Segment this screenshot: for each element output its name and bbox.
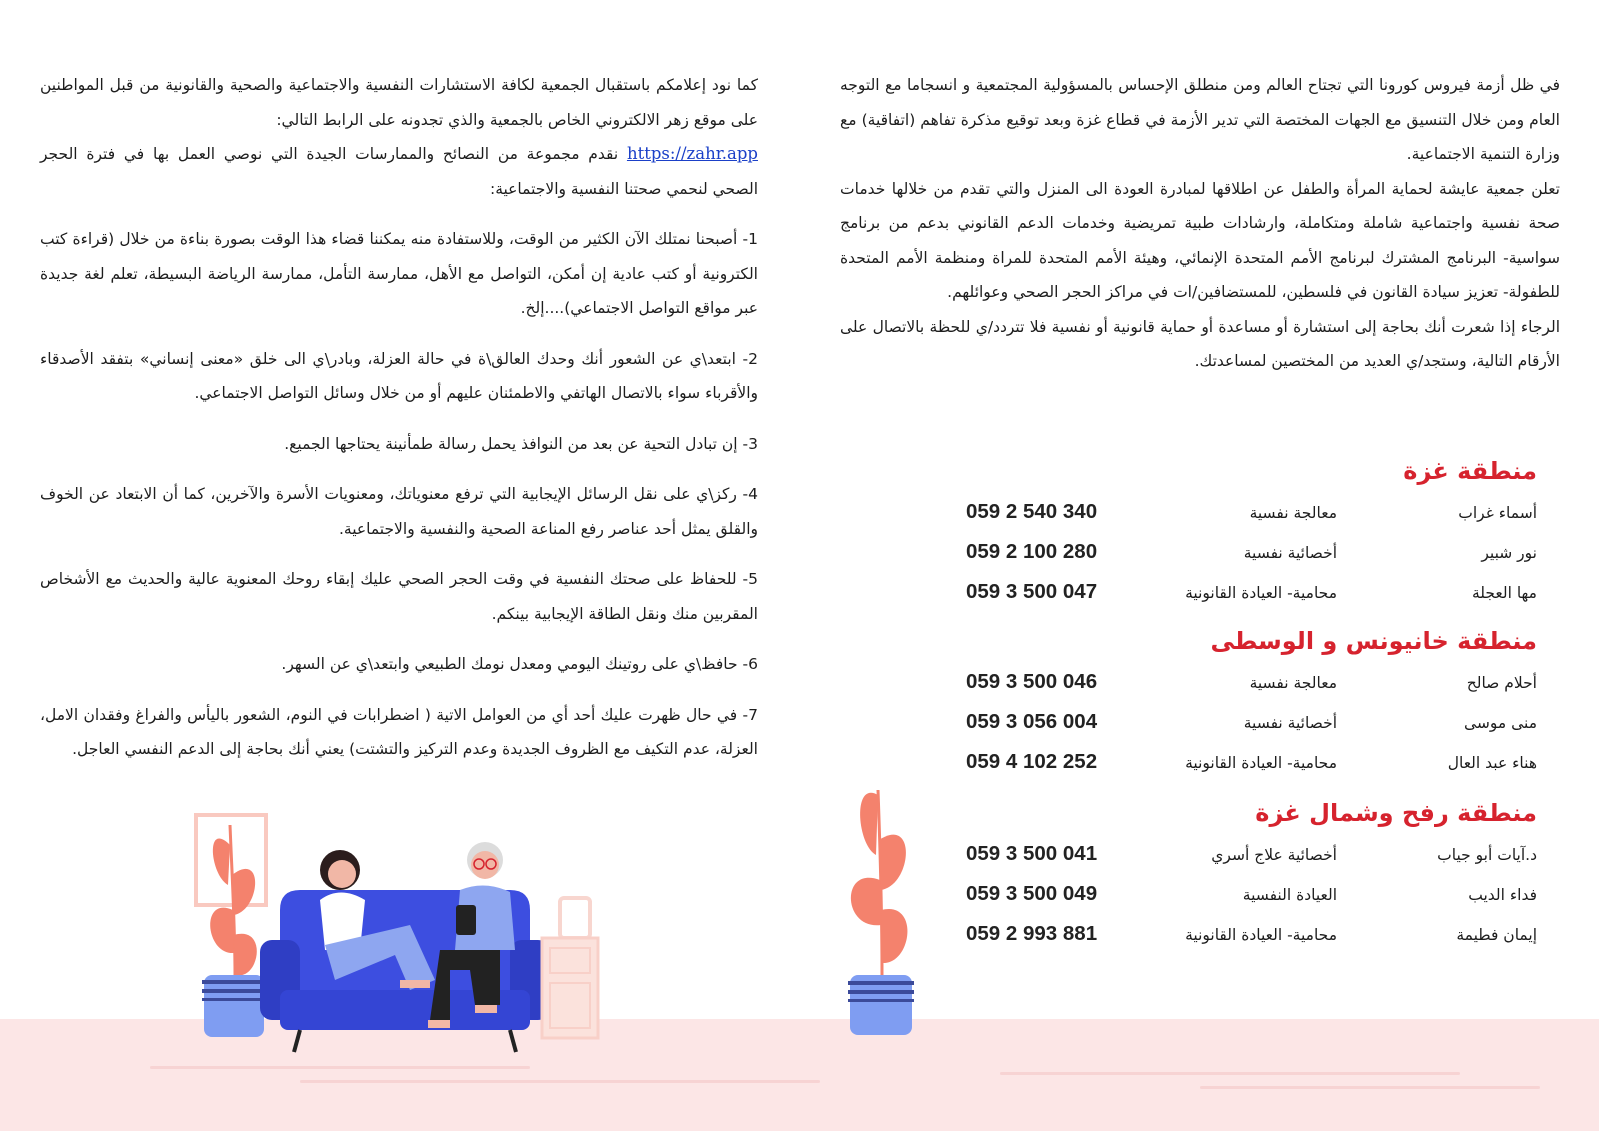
contact-role: محامية- العيادة القانونية xyxy=(1185,584,1337,602)
website-link[interactable]: https://zahr.app xyxy=(626,144,758,163)
region-title-gaza: منطقة غزة xyxy=(1403,457,1537,485)
intro-text-2 xyxy=(40,137,758,206)
contact-row xyxy=(966,500,1537,530)
contact-phone[interactable]: 059 3 500 047 xyxy=(966,580,1098,603)
contact-row xyxy=(966,710,1537,740)
contact-row xyxy=(966,750,1537,780)
intro-paragraph: في ظل أزمة فيروس كورونا التي تجتاح العالم ومن منطلق الإحساس بالمسؤولية المجتمعية و انسجاما مع التوجه العام ومن خلال التنسيق مع الجهات المختصة التي تدير الأزمة في قطاع غزة وبعد توقيع مذكرة تفاهم (اتفاقية) مع وزارة التنمية الاجتماعية. xyxy=(840,76,1560,163)
floor-line xyxy=(150,1066,530,1069)
plant-right-icon xyxy=(832,785,932,1055)
contact-name: منى موسى xyxy=(1463,714,1537,732)
contact-prompt-paragraph: الرجاء إذا شعرت أنك بحاجة إلى استشارة أو مساعدة أو حماية قانونية أو نفسية فلا تتردد/ي للحظة بالاتصال على الأرقام التالية، وستجد/ي العديد من المختصين لمساعدتك. xyxy=(840,317,1560,370)
contact-row xyxy=(966,842,1537,872)
contact-phone[interactable]: 059 2 993 881 xyxy=(966,922,1098,945)
tip-6: 6- حافظ\ي على روتينك اليومي ومعدل نومك الطبيعي وابتعد\ي عن السهر. xyxy=(281,655,758,673)
intro-column xyxy=(840,68,1560,379)
region-title-rafah: منطقة رفح وشمال غزة xyxy=(1255,799,1537,827)
contact-phone[interactable]: 059 2 100 280 xyxy=(966,540,1098,563)
tip-2: 2- ابتعد\ي عن الشعور أنك وحدك العالق\ة في حالة العزلة، وبادر\ي الى خلق «معنى إنساني» بتفقد الأصدقاء والأقرباء سواء بالاتصال الهاتفي والاطمئنان عليهم أو من خلال وسائل التواصل الاجتماعي. xyxy=(40,349,758,402)
region-title-khanyounis: منطقة خانيونس و الوسطى xyxy=(1210,627,1537,655)
contact-role: أخصائية نفسية xyxy=(1243,544,1337,562)
contact-phone[interactable]: 059 3 056 004 xyxy=(966,710,1098,733)
contact-row xyxy=(966,922,1537,952)
contact-phone[interactable]: 059 3 500 041 xyxy=(966,842,1098,865)
contact-role: معالجة نفسية xyxy=(1249,674,1337,692)
intro-text: كما نود إعلامكم باستقبال الجمعية لكافة الاستشارات النفسية والاجتماعية والصحية والقانونية من قبل المواطنين على موقع زهر الالكتروني الخاص بالجمعية والذي تجدونه على الرابط التالي: xyxy=(40,76,758,129)
floor-line xyxy=(300,1080,820,1083)
contact-phone[interactable]: 059 3 500 046 xyxy=(966,670,1098,693)
floor-line xyxy=(1000,1072,1460,1075)
contact-role: معالجة نفسية xyxy=(1249,504,1337,522)
contact-row xyxy=(966,670,1537,700)
contact-name: فداء الديب xyxy=(1468,886,1537,904)
tip-4: 4- ركز\ي على نقل الرسائل الإيجابية التي ترفع معنوياتك، ومعنويات الأسرة والآخرين، كما أن الابتعاد عن الخوف والقلق يمثل أحد عناصر رفع المناعة الصحية والنفسية والاجتماعية. xyxy=(40,485,758,538)
contact-role: أخصائية نفسية xyxy=(1243,714,1337,732)
side-cabinet-icon xyxy=(540,898,600,1048)
tip-3: 3- إن تبادل التحية عن بعد من النوافذ يحمل رسالة طمأنينة يحتاجها الجميع. xyxy=(284,434,758,453)
contact-row xyxy=(966,882,1537,912)
contact-name: نور شبير xyxy=(1481,544,1537,562)
contact-name: إيمان فطيمة xyxy=(1456,926,1537,944)
announcement-paragraph: تعلن جمعية عايشة لحماية المرأة والطفل عن اطلاقها لمبادرة العودة الى المنزل والتي تقدم من خلالها خدمات صحة نفسية واجتماعية شاملة ومتكاملة، وارشادات طبية تمريضية وخدمات الدعم القانوني بدعم من برنامج سواسية- البرنامج المشترك لبرنامج الأمم المتحدة الإنمائي، وهيئة الأمم المتحدة للمراة ومنظمة الأمم المتحدة للطفولة- تعزيز سيادة القانون في فلسطين، للمستضافين/ات في مراكز الحجر الصحي وعوائلهم. xyxy=(840,179,1560,301)
floor-line xyxy=(1200,1086,1540,1089)
contact-row xyxy=(966,540,1537,570)
contact-phone[interactable]: 059 2 540 340 xyxy=(966,500,1098,523)
contact-phone[interactable]: 059 4 102 252 xyxy=(966,750,1098,773)
contact-name: د.آيات أبو جياب xyxy=(1437,846,1537,864)
tip-1: 1- أصبحنا نمتلك الآن الكثير من الوقت، وللاستفادة منه يمكننا قضاء هذا الوقت بصورة بناءة من خلال (قراءة كتب الكترونية أو كتب عادية إن أمكن، التواصل مع الأهل، ممارسة التأمل، ممارسة الرياضة البسيطة، تعلم لغة جديدة عبر مواقع التواصل الاجتماعي)....إلخ. xyxy=(40,230,758,317)
intro-continuation: نقدم مجموعة من النصائح والممارسات الجيدة التي نوصي العمل بها في فترة الحجر الصحي لنحمي صحتنا النفسية والاجتماعية: xyxy=(40,145,758,198)
contact-role: أخصائية علاج أسري xyxy=(1211,846,1337,864)
tip-5: 5- للحفاظ على صحتك النفسية في وقت الحجر الصحي عليك إبقاء روحك المعنوية عالية والحديث مع الأشخاص المقربين منك ونقل الطاقة الإيجابية بينكم. xyxy=(40,570,758,623)
contact-name: هناء عبد العال xyxy=(1447,754,1537,772)
contact-role: العيادة النفسية xyxy=(1242,886,1337,904)
contact-name: أحلام صالح xyxy=(1466,674,1537,692)
contact-role: محامية- العيادة القانونية xyxy=(1185,754,1337,772)
contact-phone[interactable]: 059 3 500 049 xyxy=(966,882,1098,905)
contact-row xyxy=(966,580,1537,610)
tips-column xyxy=(40,68,758,767)
tip-7: 7- في حال ظهرت عليك أحد أي من العوامل الاتية ( اضطرابات في النوم، الشعور باليأس والفراغ وفقدان الامل، العزلة، عدم التكيف مع الظروف الجديدة وعدم التركيز والتشتت) يعني أنك بحاجة إلى الدعم النفسي العاجل. xyxy=(40,705,758,758)
sofa-people-illustration xyxy=(260,830,550,1060)
contact-name: مها العجلة xyxy=(1471,584,1537,602)
contact-name: أسماء غراب xyxy=(1458,504,1537,522)
contact-role: محامية- العيادة القانونية xyxy=(1185,926,1337,944)
